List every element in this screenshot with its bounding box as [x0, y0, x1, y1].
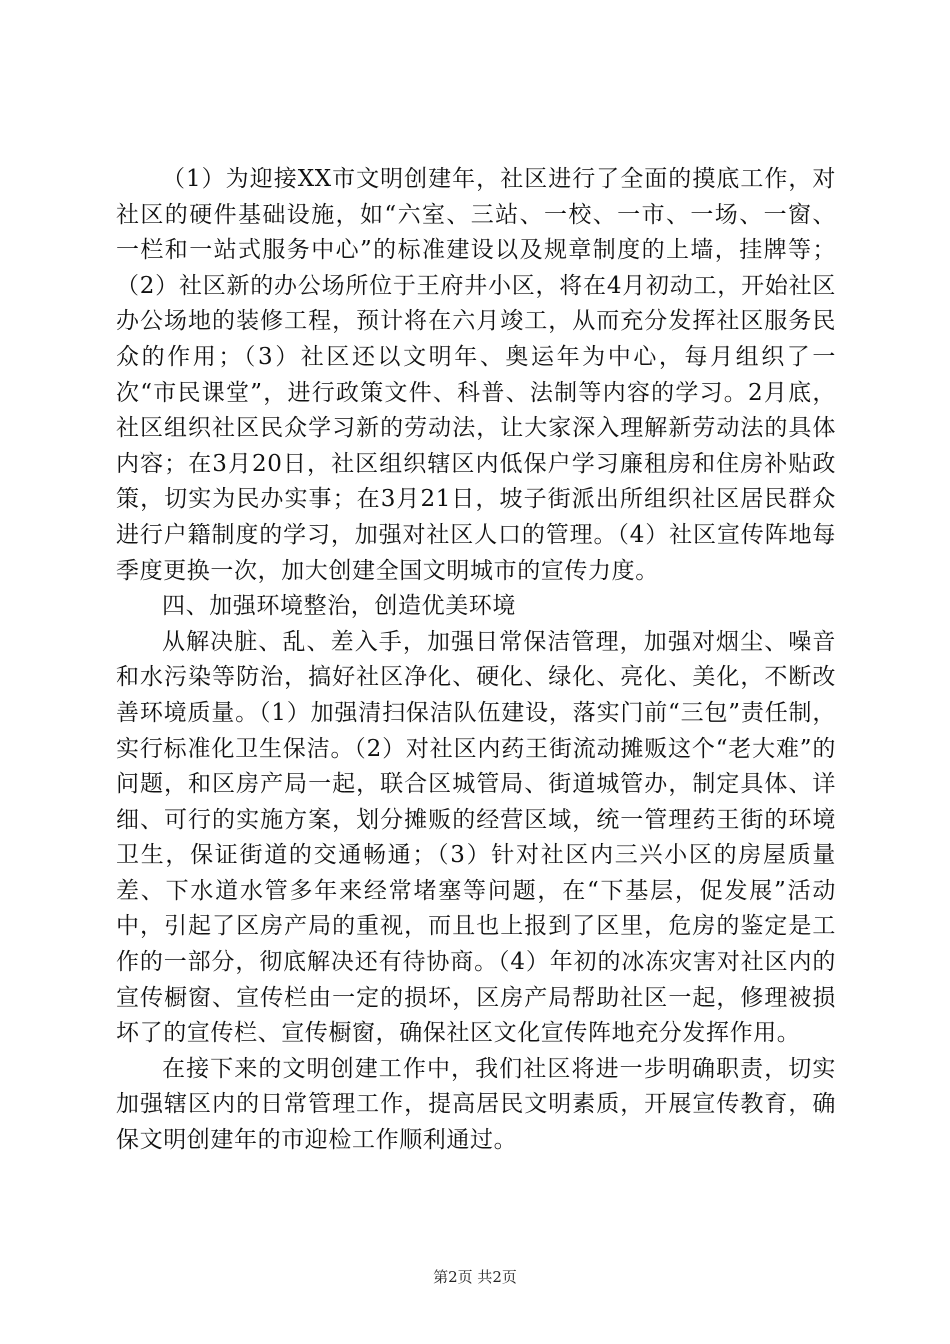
page-number-footer: 第2页 共2页 — [433, 1268, 517, 1286]
paragraph-environment: 从解决脏、乱、差入手，加强日常保洁管理，加强对烟尘、噪音和水污染等防治，搞好社区净化、硬化、绿化、亮化、美化，不断改善环境质量。（1）加强清扫保洁队伍建设，落实门前“三包”责任制，实行标准化卫生保洁。（2）对社区内药王街流动摊贩这个“老大难”的问题，和区房产局一起，联合区城管局、街道城管办，制定具体、详细、可行的实施方案，划分摊贩的经营区域，统一管理药王街的环境卫生，保证街道的交通畅通；（3）针对社区内三兴小区的房屋质量差、下水道水管多年来经常堵塞等问题，在“下基层，促发展”活动中，引起了区房产局的重视，而且也上报到了区里，危房的鉴定是工作的一部分，彻底解决还有待协商。（4）年初的冰冻灾害对社区内的宣传橱窗、宣传栏由一定的损坏，区房产局帮助社区一起，修理被损坏了的宣传栏、宣传橱窗，确保社区文化宣传阵地充分发挥作用。 — [116, 628, 836, 1047]
paragraph-conclusion: 在接下来的文明创建工作中，我们社区将进一步明确职责，切实加强辖区内的日常管理工作，提高居民文明素质，开展宣传教育，确保文明创建年的市迎检工作顺利通过。 — [116, 1055, 836, 1154]
document-body — [116, 162, 836, 1159]
paragraph-community-work: （1）为迎接XX市文明创建年，社区进行了全面的摸底工作，对社区的硬件基础设施，如“六室、三站、一校、一市、一场、一窗、一栏和一站式服务中心”的标准建设以及规章制度的上墙，挂牌等；（2）社区新的办公场所位于王府井小区，将在4月初动工，开始社区办公场地的装修工程，预计将在六月竣工，从而充分发挥社区服务民众的作用；（3）社区还以文明年、奥运年为中心，每月组织了一次“市民课堂”，进行政策文件、科普、法制等内容的学习。2月底，社区组织社区民众学习新的劳动法，让大家深入理解新劳动法的具体内容；在3月20日，社区组织辖区内低保户学习廉租房和住房补贴政策，切实为民办实事；在3月21日，坡子街派出所组织社区居民群众进行户籍制度的学习，加强对社区人口的管理。（4）社区宣传阵地每季度更换一次，加大创建全国文明城市的宣传力度。 — [116, 166, 836, 584]
section-heading-environment: 四、加强环境整治，创造优美环境 — [162, 593, 516, 620]
